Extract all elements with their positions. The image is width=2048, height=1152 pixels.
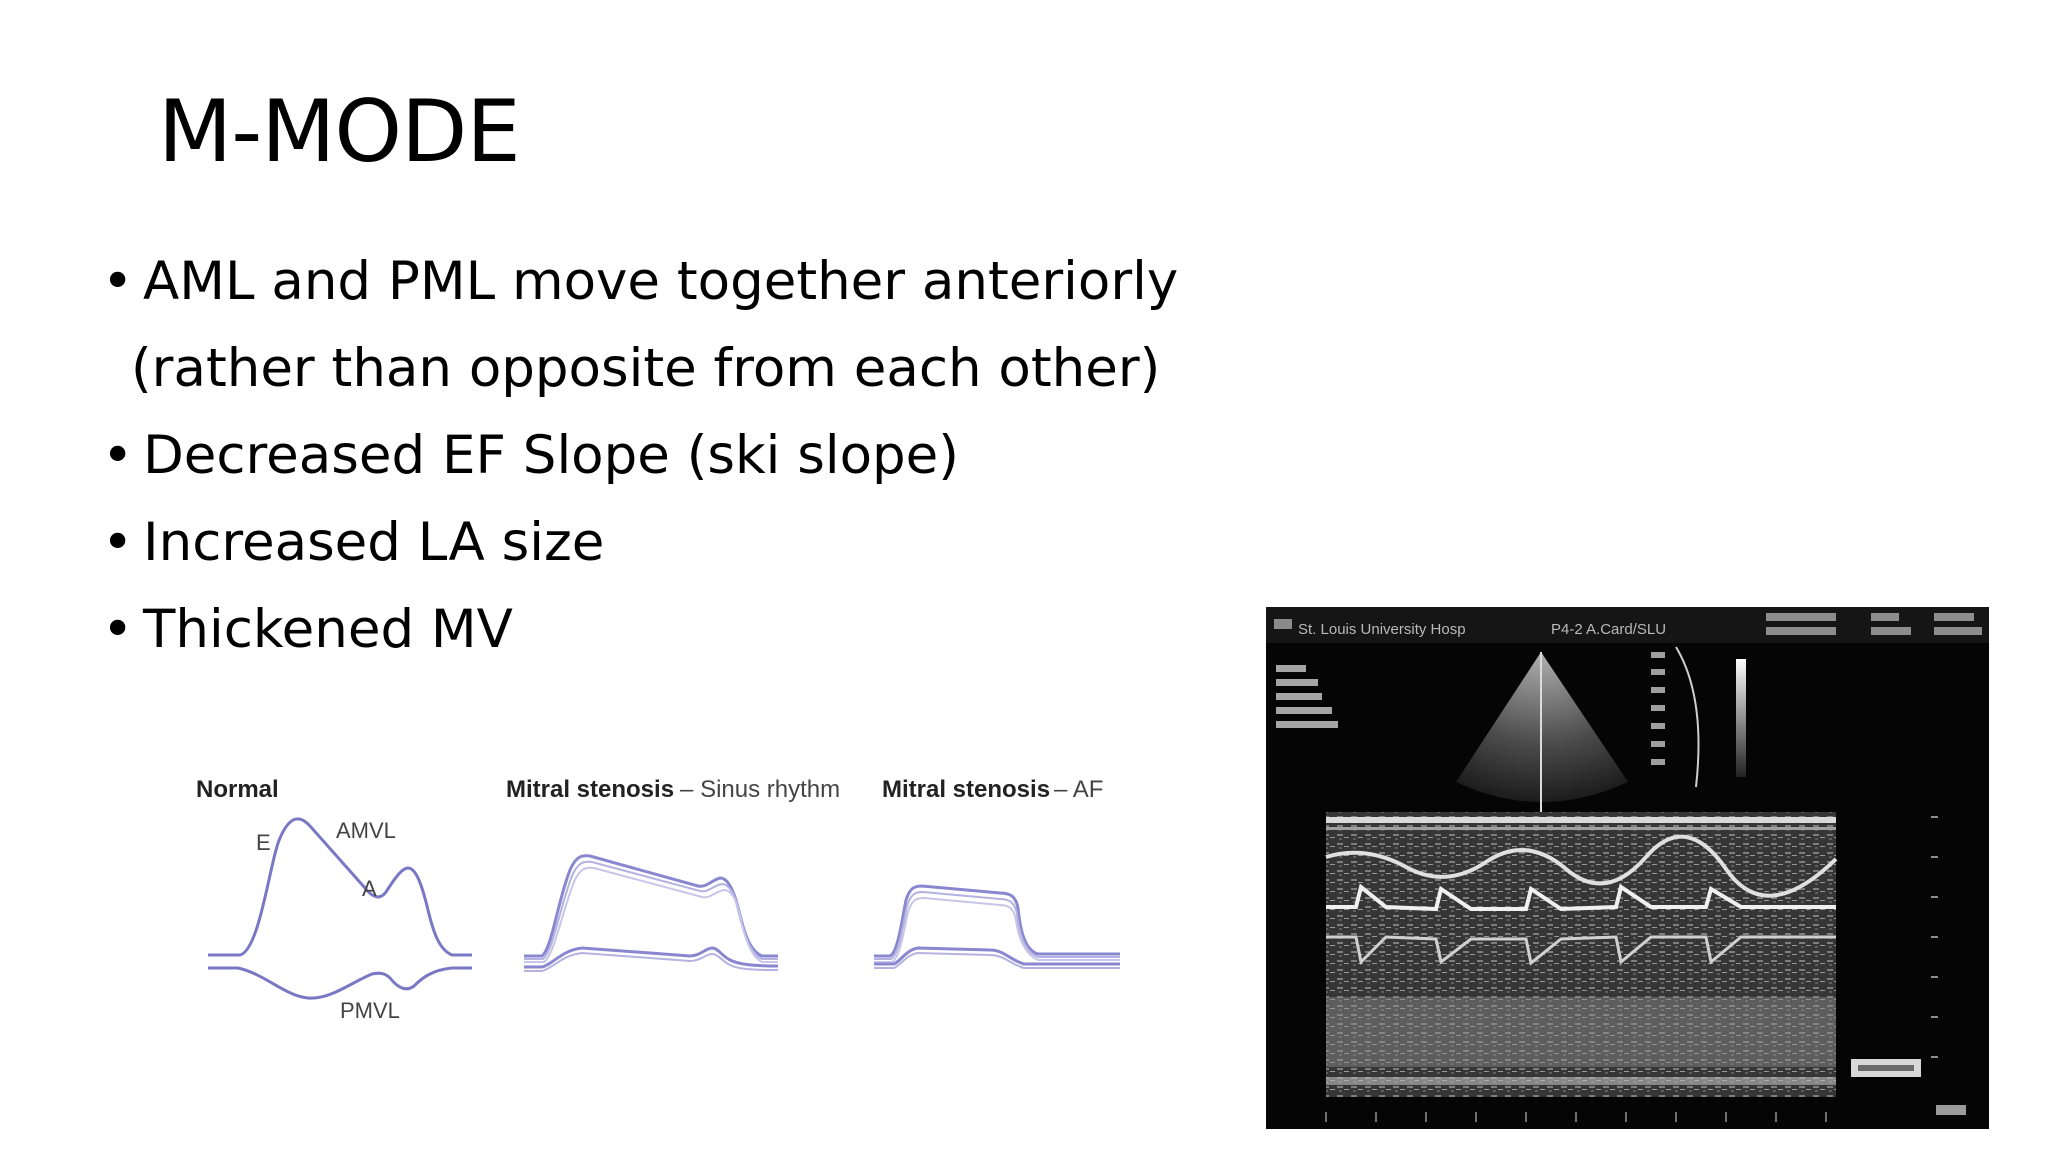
bullet-text: Thickened MV bbox=[143, 599, 513, 660]
bullet-text: Decreased EF Slope (ski slope) bbox=[143, 425, 959, 486]
echo-header-mid: P4-2 A.Card/SLU bbox=[1551, 621, 1667, 638]
pmvl-trace bbox=[208, 968, 472, 998]
bullet-text: Increased LA size bbox=[143, 512, 605, 573]
slide-title: M-MODE bbox=[158, 82, 520, 182]
bullet-item bbox=[102, 412, 1178, 499]
mitral-mmode-diagram bbox=[190, 760, 1130, 1040]
bullet-dot: • bbox=[102, 425, 134, 486]
bullet-item bbox=[102, 586, 1178, 673]
echo-mmode-image bbox=[1266, 607, 1989, 1129]
ms-sinus-traces bbox=[524, 856, 778, 971]
bullet-item bbox=[102, 499, 1178, 586]
bullet-text: AML and PML move together anteriorly bbox=[143, 251, 1179, 312]
panel-heading-ms-sinus: Mitral stenosis – Sinus rhythm bbox=[506, 776, 841, 803]
bullet-dot: • bbox=[102, 251, 134, 312]
label-amvl: AMVL bbox=[336, 818, 396, 843]
ms-sinus-amvl-echo bbox=[524, 868, 778, 962]
echo-header-left: St. Louis University Hosp bbox=[1298, 621, 1466, 638]
bullet-text: (rather than opposite from each other) bbox=[131, 338, 1161, 399]
panel-heading-ms-af: Mitral stenosis – AF bbox=[882, 776, 1104, 803]
panel-heading-normal: Normal bbox=[196, 776, 279, 803]
echo-image-art bbox=[1266, 607, 1989, 1129]
ms-af-amvl-echo bbox=[874, 892, 1120, 959]
bullet-continuation bbox=[102, 325, 1178, 412]
ms-af-traces bbox=[874, 886, 1120, 968]
bullet-dot: • bbox=[102, 599, 134, 660]
bullet-list bbox=[102, 238, 1178, 673]
label-pmvl: PMVL bbox=[340, 998, 400, 1023]
normal-traces bbox=[208, 819, 472, 998]
label-e: E bbox=[256, 830, 271, 855]
label-a: A bbox=[362, 876, 377, 901]
bullet-item bbox=[102, 238, 1178, 325]
bullet-dot: • bbox=[102, 512, 134, 573]
